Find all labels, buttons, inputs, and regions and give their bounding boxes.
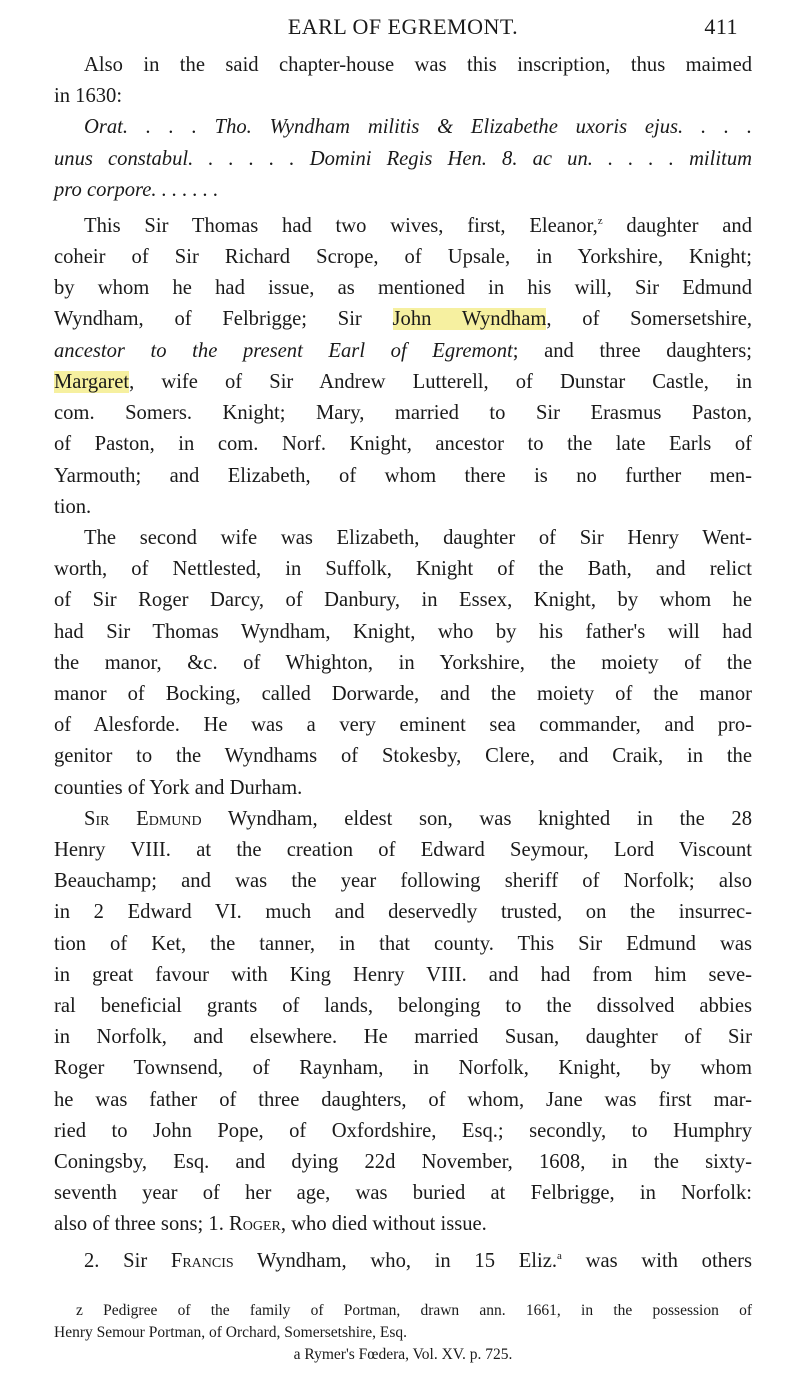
text-line [54, 1241, 752, 1277]
text-span: , who died without issue. [280, 1213, 487, 1236]
text-span: Wyndham, of Felbrigge; Sir [54, 308, 393, 331]
small-caps-name: Sir Edmund [84, 807, 202, 830]
text-line: Beauchamp; and was the year following sheriff of Norfolk; also [54, 870, 752, 893]
text-line: seventh year of her age, was buried at Felbrigge, in Norfolk: [54, 1182, 752, 1205]
paragraph-two-wives [54, 206, 752, 523]
footnote-line: z Pedigree of the family of Portman, drawn ann. 1661, in the possession of [76, 1302, 752, 1319]
text-span: Wyndham, who, in 15 Eliz. [233, 1249, 558, 1272]
text-line: had Sir Thomas Wyndham, Knight, who by his father's will had [54, 620, 752, 643]
text-line: coheir of Sir Richard Scrope, of Upsale, in Yorkshire, Knight; [54, 246, 752, 269]
small-caps-name: Roger [229, 1213, 281, 1236]
text-line: Yarmouth; and Elizabeth, of whom there is no further men- [54, 464, 752, 487]
footnotes [54, 1300, 752, 1366]
text-span: also of three sons; 1. [54, 1213, 230, 1236]
footnote-marker: a [557, 1249, 562, 1262]
text-line: of Paston, in com. Norf. Knight, ancestor to the late Earls of [54, 433, 752, 456]
footnote-line: a Rymer's Fœdera, Vol. XV. p. 725. [293, 1346, 513, 1363]
paragraph-sir-edmund [54, 804, 752, 1241]
italic-span: ancestor to the present Earl of Egremont [54, 339, 513, 362]
text-span: 2. Sir [84, 1249, 171, 1272]
text-line: worth, of Nettlested, in Suffolk, Knight of the Bath, and relict [54, 558, 752, 581]
text-span: , wife of Sir Andrew Lutterell, of Dunstar Castle, in [129, 370, 752, 393]
running-title: EARL OF EGREMONT. [287, 14, 519, 39]
text-line [54, 304, 752, 335]
text-line: manor of Bocking, called Dorwarde, and the moiety of the manor [54, 682, 752, 705]
text-line: tion. [54, 495, 92, 518]
inscription-line: Orat. . . . Tho. Wyndham militis & Elizabethe uxoris ejus. . . . [84, 116, 752, 139]
text-line [54, 206, 752, 242]
page-number: 411 [704, 14, 738, 39]
running-header [54, 14, 752, 50]
text-span: daughter and [602, 214, 752, 237]
latin-inscription [54, 112, 752, 206]
text-line: ral beneficial grants of lands, belonging to the dissolved abbies [54, 994, 752, 1017]
text-line: genitor to the Wyndhams of Stokesby, Clere, and Craik, in the [54, 745, 752, 768]
text-line: the manor, &c. of Whighton, in Yorkshire, the moiety of the [54, 651, 752, 674]
inscription-line: unus constabul. . . . . . Domini Regis Hen. 8. ac un. . . . . militum [54, 147, 752, 170]
text-span: Wyndham, eldest son, was knighted in the 28 [201, 807, 752, 830]
small-caps-name: Francis [170, 1249, 234, 1272]
text-line [54, 367, 752, 398]
paragraph-sir-francis [54, 1241, 752, 1277]
text-line: in great favour with King Henry VIII. and had from him seve- [54, 963, 752, 986]
text-line: he was father of three daughters, of whom, Jane was first mar- [54, 1088, 752, 1111]
text-line: ried to John Pope, of Oxfordshire, Esq.; secondly, to Humphry [54, 1119, 752, 1142]
text-span: ; and three daughters; [512, 339, 752, 362]
text-line: Henry VIII. at the creation of Edward Seymour, Lord Viscount [54, 838, 752, 861]
footnote-marker: z [597, 215, 603, 228]
text-line [54, 804, 752, 835]
paragraph-chapter-house [54, 50, 752, 112]
paragraph-second-wife [54, 523, 752, 804]
text-line: The second wife was Elizabeth, daughter of Sir Henry Went- [84, 526, 752, 549]
text-span: , of Somersetshire, [546, 308, 752, 331]
text-line: Coningsby, Esq. and dying 22d November, 1608, in the sixty- [54, 1150, 752, 1173]
text-line: Roger Townsend, of Raynham, in Norfolk, Knight, by whom [54, 1057, 752, 1080]
highlighted-name: John Wyndham [392, 308, 547, 331]
text-line: Also in the said chapter-house was this inscription, thus maimed [84, 54, 752, 76]
text-line [54, 336, 752, 367]
text-span: was with others [561, 1249, 752, 1272]
text-line: in 2 Edward VI. much and deservedly trusted, on the insurrec- [54, 901, 752, 924]
text-line: in Norfolk, and elsewhere. He married Susan, daughter of Sir [54, 1026, 752, 1049]
text-line: tion of Ket, the tanner, in that county. This Sir Edmund was [54, 932, 752, 955]
highlighted-name: Margaret [54, 370, 130, 393]
text-line: of Alesforde. He was a very eminent sea commander, and pro- [54, 714, 752, 737]
text-span: This Sir Thomas had two wives, first, Eleanor, [84, 214, 598, 237]
text-line: com. Somers. Knight; Mary, married to Sir Erasmus Paston, [54, 402, 752, 425]
text-line [54, 1209, 752, 1240]
text-line: of Sir Roger Darcy, of Danbury, in Essex, Knight, by whom he [54, 589, 752, 612]
inscription-line: pro corpore. . . . . . . [54, 178, 219, 201]
text-line: in 1630: [54, 85, 123, 108]
text-line: counties of York and Durham. [54, 776, 303, 799]
text-line: by whom he had issue, as mentioned in his will, Sir Edmund [54, 277, 752, 300]
footnote-line: Henry Semour Portman, of Orchard, Somersetshire, Esq. [54, 1324, 407, 1341]
